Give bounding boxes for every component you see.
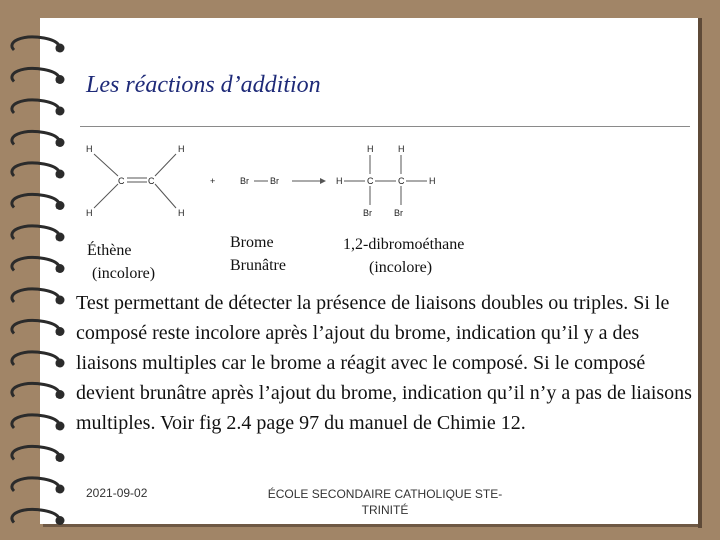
spiral-coil	[12, 194, 59, 207]
spiral-hole	[56, 138, 65, 147]
slide-title: Les réactions d’addition	[86, 72, 321, 98]
spiral-hole	[56, 296, 65, 305]
spiral-hole	[56, 170, 65, 179]
reaction-arrow-icon	[292, 178, 326, 184]
reaction-diagram	[76, 136, 516, 228]
spiral-coil	[12, 100, 59, 113]
spiral-hole	[56, 485, 65, 494]
spiral-coil	[12, 446, 59, 459]
spiral-hole	[56, 390, 65, 399]
prod-c1: C	[367, 176, 374, 186]
spiral-coil	[12, 352, 59, 365]
spiral-coil	[12, 415, 59, 428]
dibromoethane-structure	[336, 144, 436, 218]
ethene-name: Éthène	[87, 242, 132, 259]
ethene-c2: C	[148, 176, 155, 186]
spiral-coil	[12, 320, 59, 333]
spiral-hole	[56, 422, 65, 431]
spiral-coil	[12, 509, 59, 522]
prod-br2: Br	[394, 208, 403, 218]
body-paragraph: Test permettant de détecter la présence de liaisons doubles ou triples. Si le composé reste incolore après l’ajout du brome, indication qu’il y a des liaisons multiples car le brome a réagit avec le composé. Si le composé devient brunâtre après l’ajout du brome, indication qu’il n’y a pas de liaisons multiples. Voir fig 2.4 page 97 du manuel de Chimie 12.	[76, 292, 692, 434]
spiral-coil	[12, 131, 59, 144]
spiral-coil	[12, 68, 59, 81]
plus-sign: +	[210, 176, 216, 186]
br-left: Br	[240, 176, 249, 186]
spiral-coil	[12, 226, 59, 239]
ethene-c1: C	[118, 176, 125, 186]
spiral-coil	[12, 478, 59, 491]
footer-school-line2: TRINITÉ	[361, 503, 409, 517]
product-state: (incolore)	[369, 259, 433, 276]
prod-h-top1: H	[367, 144, 374, 154]
spiral-hole	[56, 44, 65, 53]
spiral-hole	[56, 75, 65, 84]
prod-h-right: H	[429, 176, 436, 186]
product-name: 1,2-dibromoéthane	[343, 236, 465, 253]
prod-c2: C	[398, 176, 405, 186]
spiral-coil	[12, 163, 59, 176]
spiral-hole	[56, 516, 65, 525]
bromine-state: Brunâtre	[230, 257, 286, 274]
spiral-coil	[12, 257, 59, 270]
spiral-hole	[56, 107, 65, 116]
br-right: Br	[270, 176, 279, 186]
ethene-state: (incolore)	[92, 265, 156, 282]
spiral-hole	[56, 453, 65, 462]
spiral-hole	[56, 359, 65, 368]
spiral-hole	[56, 233, 65, 242]
footer-date: 2021-09-02	[86, 486, 148, 500]
spiral-coil	[12, 383, 59, 396]
ethene-h1: H	[86, 144, 93, 154]
spiral-binding-icon	[0, 18, 80, 538]
ethene-h2: H	[178, 144, 185, 154]
prod-br1: Br	[363, 208, 372, 218]
ethene-structure	[86, 144, 185, 218]
spiral-coil	[12, 37, 59, 50]
ethene-h3: H	[86, 208, 93, 218]
ethene-h4: H	[178, 208, 185, 218]
spiral-coil	[12, 289, 59, 302]
footer-school-line1: ÉCOLE SECONDAIRE CATHOLIQUE STE-	[267, 487, 503, 501]
prod-h-top2: H	[398, 144, 405, 154]
title-divider	[80, 126, 690, 127]
spiral-hole	[56, 201, 65, 210]
prod-h-left: H	[336, 176, 343, 186]
spiral-hole	[56, 327, 65, 336]
spiral-hole	[56, 264, 65, 273]
footer-school	[240, 486, 530, 518]
slide-shadow	[698, 18, 702, 528]
bromine-structure	[240, 176, 279, 186]
bromine-name: Brome	[230, 234, 274, 251]
